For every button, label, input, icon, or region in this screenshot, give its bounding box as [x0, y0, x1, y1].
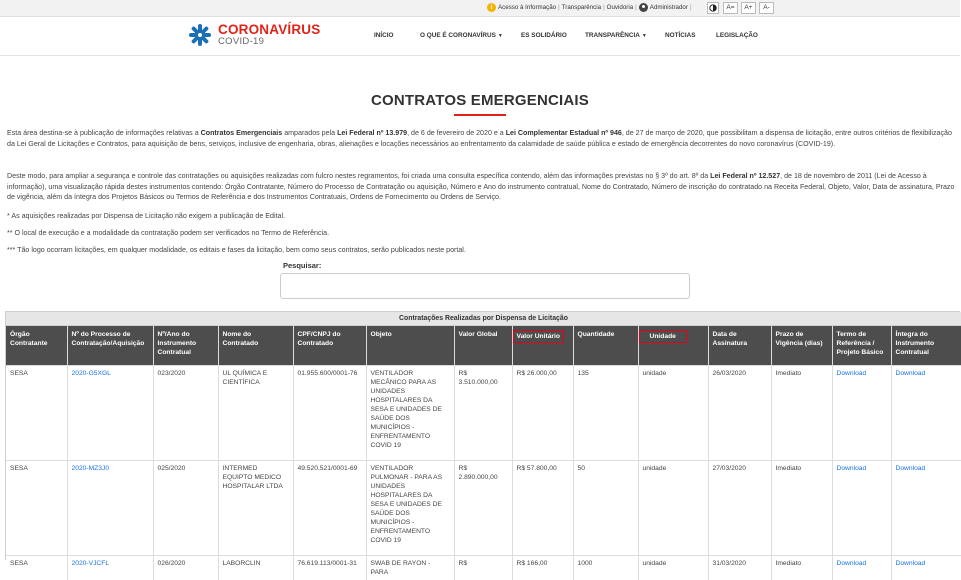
search-input[interactable] [280, 273, 690, 299]
cell: 27/03/2020 [708, 460, 771, 555]
caret-down-icon: ▼ [497, 33, 503, 39]
col-processo[interactable]: Nº do Processo de Contratação/Aquisição [67, 326, 153, 365]
cell: Imediato [771, 555, 832, 580]
highlight-box: Valor Unitário [513, 330, 564, 343]
cell: 50 [573, 460, 638, 555]
cell: unidade [638, 365, 708, 460]
intro-paragraph [7, 128, 959, 149]
lei-complementar-946-link[interactable]: Lei Complementar Estadual nº 946 [505, 129, 622, 137]
cell: Imediato [771, 365, 832, 460]
cell: UL QUÍMICA E CIENTÍFICA [218, 365, 293, 460]
nav-inicio[interactable] [374, 32, 394, 39]
nav-transparencia[interactable] [585, 32, 647, 39]
col-prazo[interactable]: Prazo de Vigência (dias) [771, 326, 832, 365]
col-instrumento[interactable]: Nº/Ano do Instrumento Contratual [153, 326, 218, 365]
download-termo-link[interactable]: Download [832, 365, 891, 460]
cell: 023/2020 [153, 365, 218, 460]
text: amparados pela [282, 129, 338, 137]
col-objeto[interactable]: Objeto [366, 326, 454, 365]
cell: 49.520.521/0001-69 [293, 460, 366, 555]
search-label: Pesquisar: [283, 261, 322, 270]
bold-text: Contratos Emergenciais [200, 129, 283, 137]
utility-links [487, 3, 694, 12]
contracts-table [6, 312, 961, 580]
contrast-toggle-button[interactable] [707, 2, 719, 14]
separator: | [689, 4, 692, 11]
lei-federal-12527-link[interactable]: Lei Federal nº 12.527 [710, 172, 781, 180]
cell: R$ 166,00 [512, 555, 573, 580]
cell: 26/03/2020 [708, 365, 771, 460]
header-divider [0, 55, 960, 56]
text: Deste modo, para ampliar a segurança e controle das contratações ou aquisições realizadas com fulcro nestes regramentos, foi criada uma consulta específica contendo, além das informações previstas no § 3º do art. 8º da [7, 172, 711, 180]
cell: 31/03/2020 [708, 555, 771, 580]
cell: 01.955.600/0001-76 [293, 365, 366, 460]
link-ouvidoria[interactable]: Ouvidoria [606, 4, 634, 11]
col-contratado[interactable]: Nome do Contratado [218, 326, 293, 365]
separator: | [635, 4, 637, 11]
font-increase-button[interactable]: A+ [741, 2, 756, 14]
lei-federal-13979-link[interactable]: Lei Federal nº 13.979 [337, 129, 408, 137]
logo-title: CORONAVÍRUS [218, 22, 321, 37]
cell: unidade [638, 460, 708, 555]
highlight-box: Unidade [639, 330, 687, 343]
note-3: *** Tão logo ocorram licitações, em qualquer modalidade, os editais e fases da licitação, bem como seus contratos, serão publicados neste portal. [7, 246, 466, 254]
cell: R$ 2.890.000,00 [454, 460, 512, 555]
text: , de 27 de março de 2020, que possibilitam a dispensa de licitação, entre outros critérios de flexibilização da Lei Geral de Licitações e Contratos, para aquisição de bens, serviços, inclusive de engenharia, obras, alienações e locações necessários ao enfrentamento da calamidade de saúde pública e estado de emergência decorrentes do novo coronavírus (COVID-19). [7, 129, 952, 148]
process-link[interactable]: 2020-G5XGL [67, 365, 153, 460]
col-quantidade[interactable]: Quantidade [573, 326, 638, 365]
logo-subtitle: COVID-19 [218, 36, 265, 47]
cell: 025/2020 [153, 460, 218, 555]
details-paragraph [7, 171, 959, 203]
nav-o-que-e-coronavirus[interactable] [420, 32, 503, 39]
link-administrador[interactable]: Administrador [649, 4, 688, 11]
page-title: CONTRATOS EMERGENCIAIS [370, 92, 590, 109]
table-row [6, 460, 961, 555]
note-2: ** O local de execução e a modalidade da contratação podem ser verificados no Termo de Referência. [7, 229, 330, 237]
nav-label: LEGISLAÇÃO [716, 32, 758, 39]
col-valor-global[interactable]: Valor Global [454, 326, 512, 365]
logo-text [218, 23, 320, 47]
nav-label: NOTÍCIAS [665, 32, 696, 39]
table-caption: Contratações Realizadas por Dispensa de Licitação [6, 312, 961, 326]
title-underline [454, 114, 506, 116]
col-data-assinatura[interactable]: Data de Assinatura [708, 326, 771, 365]
nav-label: INÍCIO [374, 32, 394, 39]
virus-logo-icon [186, 22, 214, 48]
nav-label: O QUE É CORONAVÍRUS [420, 32, 496, 39]
cell: SESA [6, 460, 67, 555]
download-instrumento-link[interactable]: Download [891, 365, 961, 460]
cell: INTERMED EQUIPTO MEDICO HOSPITALAR LTDA [218, 460, 293, 555]
separator: | [603, 4, 605, 11]
download-termo-link[interactable]: Download [832, 460, 891, 555]
col-integra[interactable]: Íntegra do Instrumento Contratual [891, 326, 961, 365]
nav-noticias[interactable] [665, 32, 696, 39]
text: , de 18 de novembro de 2011 (Lei de Acesso à informação), uma visualização rápida destes instrumentos contendo: Órgão Contratante, Número do Processo de Contratação ou aquisição, Número e Ano do instrumento contratual, Nome do Contratado, Número de inscrição do contratado na Receita Federal, Objeto, Valor, Data de assinatura, Prazo de vigência, além da íntegra dos Projetos Básicos ou Termos de Referência e dos Instrumentos Contratuais, Ordens de Fornecimento ou Ordens de Serviço. [7, 172, 955, 202]
cell: R$ 3.510.000,00 [454, 365, 512, 460]
download-instrumento-link[interactable]: Download [891, 555, 961, 580]
nav-legislacao[interactable] [716, 32, 758, 39]
cell: SESA [6, 365, 67, 460]
nav-label: TRANSPARÊNCIA [585, 32, 640, 39]
font-decrease-button[interactable]: A- [759, 2, 774, 14]
cell: LABORCLIN [218, 555, 293, 580]
cell: unidade [638, 555, 708, 580]
col-cnpj[interactable]: CPF/CNPJ do Contratado [293, 326, 366, 365]
col-valor-unitario[interactable] [512, 326, 573, 365]
table-row [6, 365, 961, 460]
col-orgao[interactable]: Órgão Contratante [6, 326, 67, 365]
nav-label: ES SOLIDÁRIO [521, 32, 567, 39]
link-acesso-informacao[interactable]: Acesso à Informação [498, 4, 557, 11]
utility-bar [0, 0, 960, 17]
download-instrumento-link[interactable]: Download [891, 460, 961, 555]
process-link[interactable]: 2020-VJCFL [67, 555, 153, 580]
info-icon: i [487, 3, 496, 12]
cell: SWAB DE RAYON - PARA [366, 555, 454, 580]
cell: SESA [6, 555, 67, 580]
font-reset-button[interactable]: A= [723, 2, 738, 14]
link-transparencia-top[interactable]: Transparência [561, 4, 602, 11]
cell: 76.619.113/0001-31 [293, 555, 366, 580]
cell: R$ 57.800,00 [512, 460, 573, 555]
contrast-icon [709, 4, 717, 12]
table-header-row [6, 326, 961, 365]
site-logo[interactable] [186, 22, 320, 48]
col-termo-referencia[interactable]: Termo de Referência / Projeto Básico [832, 326, 891, 365]
cell: VENTILADOR PULMONAR - PARA AS UNIDADES HOSPITALARES DA SESA E UNIDADES DE SAÚDE DOS MUNICÍPIOS - ENFRENTAMENTO COVID 19 [366, 460, 454, 555]
caret-down-icon: ▼ [641, 33, 647, 39]
cell: Imediato [771, 460, 832, 555]
note-1: * As aquisições realizadas por Dispensa de Licitação não exigem a publicação de Edital. [7, 212, 286, 220]
cell: 1000 [573, 555, 638, 580]
text: , de 6 de fevereiro de 2020 e a [407, 129, 506, 137]
cell: VENTILADOR MECÂNICO PARA AS UNIDADES HOSPITALARES DA SESA E UNIDADES DE SAÚDE DOS MUNICÍPIOS - ENFRENTAMENTO COVID 19 [366, 365, 454, 460]
cell: 135 [573, 365, 638, 460]
separator: | [558, 4, 560, 11]
cell: 026/2020 [153, 555, 218, 580]
col-unidade[interactable] [638, 326, 708, 365]
user-icon [639, 3, 648, 12]
contracts-table-container [5, 311, 960, 576]
text: Esta área destina-se à publicação de informações relativas a [7, 129, 201, 137]
download-termo-link[interactable]: Download [832, 555, 891, 580]
cell: R$ 26.000,00 [512, 365, 573, 460]
cell: R$ [454, 555, 512, 580]
nav-es-solidario[interactable] [521, 32, 567, 39]
table-row [6, 555, 961, 580]
process-link[interactable]: 2020-MZ3J0 [67, 460, 153, 555]
